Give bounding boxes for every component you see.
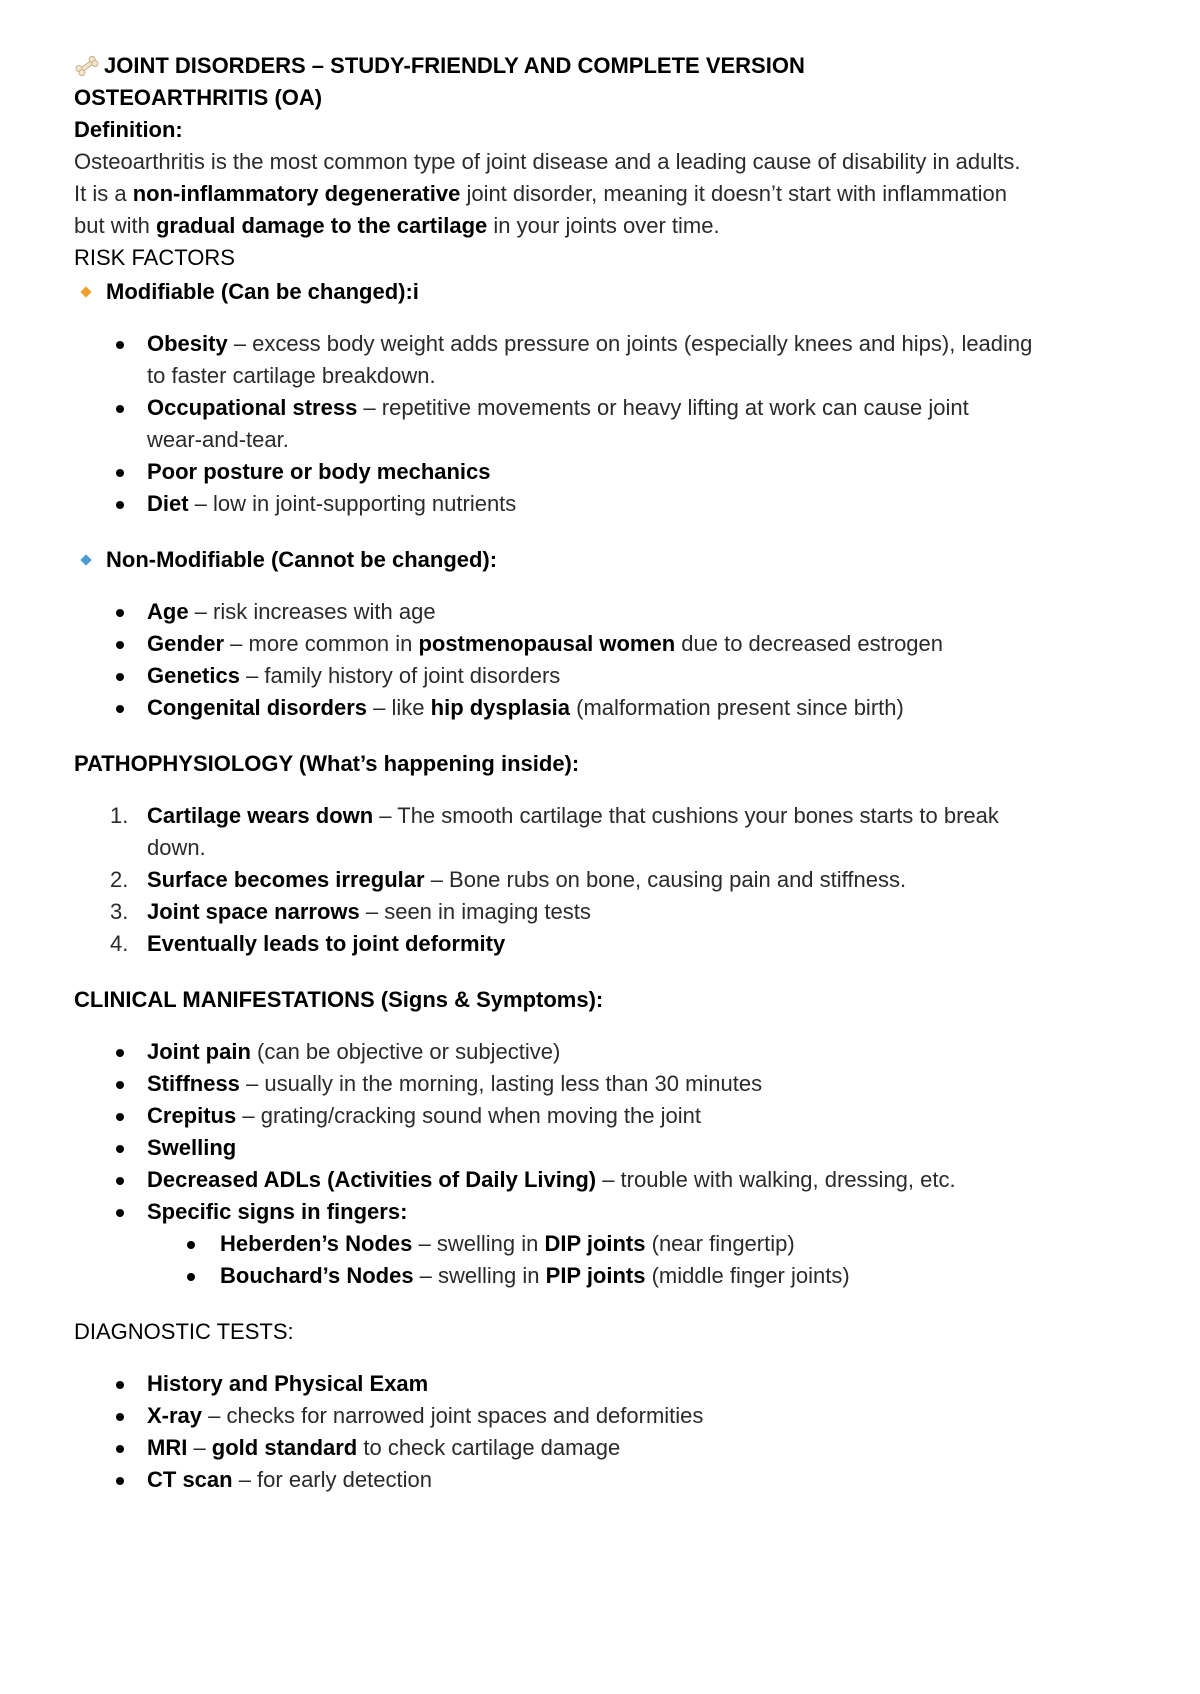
item-term: MRI bbox=[147, 1435, 188, 1460]
document-page bbox=[74, 50, 1134, 1496]
list-item bbox=[74, 1068, 1134, 1100]
section-heading-osteoarthritis: OSTEOARTHRITIS (OA) bbox=[74, 85, 323, 110]
item-emphasis: hip dysplasia bbox=[430, 695, 571, 720]
item-text: – seen in imaging tests bbox=[359, 899, 591, 924]
item-text: down. bbox=[147, 835, 206, 860]
non-modifiable-list bbox=[74, 596, 1134, 724]
diagnostic-list bbox=[74, 1368, 1134, 1496]
list-item bbox=[74, 456, 1134, 488]
item-term: Eventually leads to joint deformity bbox=[147, 931, 506, 956]
item-text: (malformation present since birth) bbox=[570, 695, 904, 720]
list-item bbox=[74, 1464, 1134, 1496]
list-item bbox=[74, 1196, 1134, 1228]
item-text: (middle finger joints) bbox=[645, 1263, 850, 1288]
item-term: Occupational stress bbox=[147, 395, 358, 420]
list-item bbox=[74, 1432, 1134, 1464]
item-term: Cartilage wears down bbox=[147, 803, 374, 828]
item-text: – repetitive movements or heavy lifting at work can cause joint bbox=[357, 395, 969, 420]
list-item bbox=[74, 928, 1134, 960]
item-term: Diet bbox=[147, 491, 189, 516]
item-text: – grating/cracking sound when moving the joint bbox=[236, 1103, 701, 1128]
item-text: – family history of joint disorders bbox=[239, 663, 561, 688]
item-term: Swelling bbox=[147, 1135, 237, 1160]
item-text: to faster cartilage breakdown. bbox=[147, 363, 436, 388]
item-term: History and Physical Exam bbox=[147, 1371, 429, 1396]
definition-line bbox=[74, 178, 1134, 210]
list-item bbox=[74, 596, 1134, 628]
subheading-text: Modifiable (Can be changed):i bbox=[106, 279, 419, 304]
list-item bbox=[74, 392, 1134, 456]
item-text: – like bbox=[367, 695, 431, 720]
subheading-text: Non-Modifiable (Cannot be changed): bbox=[106, 547, 498, 572]
item-text: – for early detection bbox=[232, 1467, 432, 1492]
item-term: Surface becomes irregular bbox=[147, 867, 425, 892]
definition-label: Definition: bbox=[74, 117, 183, 142]
item-text: (can be objective or subjective) bbox=[250, 1039, 561, 1064]
item-text: wear-and-tear. bbox=[147, 427, 289, 452]
list-item bbox=[74, 1400, 1134, 1432]
clinical-list bbox=[74, 1036, 1134, 1292]
list-item bbox=[74, 1368, 1134, 1400]
item-term: Gender bbox=[147, 631, 225, 656]
orange-diamond-icon bbox=[80, 286, 91, 297]
list-item bbox=[74, 660, 1134, 692]
list-item bbox=[74, 628, 1134, 660]
item-term: Specific signs in fingers: bbox=[147, 1199, 408, 1224]
list-item bbox=[74, 328, 1134, 392]
definition-line bbox=[74, 210, 1134, 242]
definition-text: in your joints over time. bbox=[487, 213, 720, 238]
sub-list-item bbox=[74, 1228, 1134, 1260]
item-text: – checks for narrowed joint spaces and deformities bbox=[202, 1403, 704, 1428]
definition-emphasis: non-inflammatory degenerative bbox=[132, 181, 461, 206]
item-term: Crepitus bbox=[147, 1103, 237, 1128]
item-text: – Bone rubs on bone, causing pain and stiffness. bbox=[424, 867, 907, 892]
definition-text: but with bbox=[74, 213, 156, 238]
definition-line: Osteoarthritis is the most common type of joint disease and a leading cause of disability in adults. bbox=[74, 149, 1021, 174]
item-text: – excess body weight adds pressure on joints (especially knees and hips), leading bbox=[227, 331, 1033, 356]
section-heading-pathophysiology: PATHOPHYSIOLOGY (What’s happening inside): bbox=[74, 751, 580, 776]
list-item bbox=[74, 488, 1134, 520]
list-item bbox=[74, 1036, 1134, 1068]
item-text: – trouble with walking, dressing, etc. bbox=[596, 1167, 956, 1192]
section-heading-diagnostic-tests: DIAGNOSTIC TESTS: bbox=[74, 1319, 294, 1344]
sub-list-item bbox=[74, 1260, 1134, 1292]
list-item bbox=[74, 896, 1134, 928]
subheading-modifiable bbox=[74, 276, 1134, 308]
item-number: 4. bbox=[110, 931, 129, 956]
list-item bbox=[74, 864, 1134, 896]
item-text: – swelling in bbox=[413, 1263, 546, 1288]
section-heading-clinical-manifestations: CLINICAL MANIFESTATIONS (Signs & Symptoms): bbox=[74, 987, 604, 1012]
item-text: – more common in bbox=[224, 631, 419, 656]
item-number: 1. bbox=[110, 803, 129, 828]
item-text: – bbox=[187, 1435, 212, 1460]
item-text: due to decreased estrogen bbox=[675, 631, 944, 656]
title-text: JOINT DISORDERS – STUDY-FRIENDLY AND COMPLETE VERSION bbox=[104, 53, 805, 78]
item-emphasis: DIP joints bbox=[544, 1231, 646, 1256]
item-term: Genetics bbox=[147, 663, 240, 688]
section-heading-risk-factors: RISK FACTORS bbox=[74, 245, 235, 270]
definition-emphasis: gradual damage to the cartilage bbox=[155, 213, 488, 238]
list-item bbox=[74, 800, 1134, 864]
definition-paragraph bbox=[74, 146, 1134, 242]
item-emphasis: gold standard bbox=[211, 1435, 358, 1460]
subheading-non-modifiable bbox=[74, 544, 1134, 576]
item-term: Congenital disorders bbox=[147, 695, 368, 720]
pathophysiology-list bbox=[74, 800, 1134, 960]
item-term: Joint pain bbox=[147, 1039, 251, 1064]
item-term: Heberden’s Nodes bbox=[220, 1231, 413, 1256]
item-term: Bouchard’s Nodes bbox=[220, 1263, 414, 1288]
list-item bbox=[74, 1132, 1134, 1164]
modifiable-list bbox=[74, 328, 1134, 520]
item-number: 2. bbox=[110, 867, 129, 892]
blue-diamond-icon bbox=[80, 554, 91, 565]
item-term: CT scan bbox=[147, 1467, 233, 1492]
item-term: Age bbox=[147, 599, 189, 624]
item-term: Obesity bbox=[147, 331, 228, 356]
bone-icon bbox=[74, 50, 104, 82]
item-term: Joint space narrows bbox=[147, 899, 360, 924]
item-text: – The smooth cartilage that cushions your bones starts to break bbox=[373, 803, 999, 828]
item-text: – swelling in bbox=[412, 1231, 545, 1256]
item-emphasis: postmenopausal women bbox=[418, 631, 676, 656]
definition-text: joint disorder, meaning it doesn’t start with inflammation bbox=[460, 181, 1007, 206]
item-text: – low in joint-supporting nutrients bbox=[188, 491, 517, 516]
document-title bbox=[74, 50, 1134, 82]
item-term: Stiffness bbox=[147, 1071, 240, 1096]
item-text: (near fingertip) bbox=[645, 1231, 795, 1256]
item-number: 3. bbox=[110, 899, 129, 924]
item-text: – risk increases with age bbox=[188, 599, 436, 624]
list-item bbox=[74, 692, 1134, 724]
item-text: – usually in the morning, lasting less than 30 minutes bbox=[239, 1071, 763, 1096]
item-text: to check cartilage damage bbox=[357, 1435, 621, 1460]
item-term: X-ray bbox=[147, 1403, 203, 1428]
list-item bbox=[74, 1164, 1134, 1196]
definition-text: It is a bbox=[74, 181, 133, 206]
list-item bbox=[74, 1100, 1134, 1132]
item-term: Poor posture or body mechanics bbox=[147, 459, 491, 484]
item-term: Decreased ADLs (Activities of Daily Living) bbox=[147, 1167, 597, 1192]
item-emphasis: PIP joints bbox=[545, 1263, 646, 1288]
